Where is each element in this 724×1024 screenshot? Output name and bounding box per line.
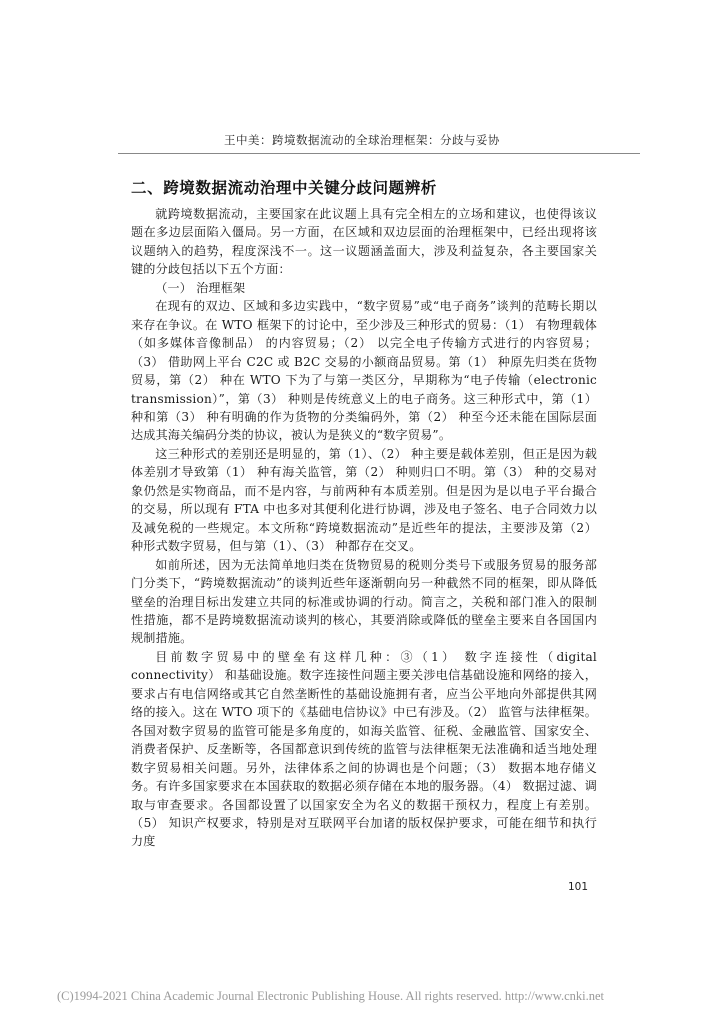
paragraph-as-mentioned: 如前所述，因为无法简单地归类在货物贸易的税则分类号下或服务贸易的服务部门分类下，“跨境数据流动”的谈判近些年逐渐朝向另一种截然不同的框架，即从降低壁垒的治理目标出发建立共同的标准或协调的行动。简言之，关税和部门准入的限制性措施，都不是跨境数据流动谈判的核心，其要消除或降低的壁垒主要来自各国国内规制措施。 <box>131 557 597 646</box>
section-heading: 二、跨境数据流动治理中关键分歧问题辨析 <box>131 179 437 197</box>
subsection-heading: （一） 治理框架 <box>155 280 246 295</box>
paragraph-barriers: 目前数字贸易中的壁垒有这样几种：③（1） 数字连接性（digital connectivity） 和基础设施。数字连接性问题主要关涉电信基础设施和网络的接入，要求占有电信网络或其它自然垄断性的基础设施拥有者，应当公平地向外部提供其网络的接入。这在 WTO 项下的《基础电信协议》中已有涉及。（2） 监管与法律框架。各国对数字贸易的监管可能是多角度的，如海关监管、征税、金融监管、国家安全、消费者保护、反垄断等，各国都意识到传统的监管与法律框架无法准确和适当地处理数字贸易相关问题。另外，法律体系之间的协调也是个问题；（3） 数据本地存储义务。有许多国家要求在本国获取的数据必须存储在本地的服务器。（4） 数据过滤、调取与审查要求。各国都设置了以国家安全为名义的数据干预权力，程度上有差别。（5） 知识产权要求，特别是对互联网平台加诸的版权保护要求，可能在细节和执行力度 <box>131 649 597 849</box>
footer-copyright: (C)1994-2021 China Academic Journal Electronic Publishing House. All rights reserved. http://www.cnki.net <box>56 989 604 1003</box>
header-rule <box>118 153 640 154</box>
paragraph-differences: 这三种形式的差别还是明显的，第（1）、（2） 种主要是载体差别，但正是因为载体差别才导致第（1） 种有海关监管，第（2） 种则归口不明。第（3） 种的交易对象仍然是实物商品，而不是内容，与前两种有本质差别。但是因为是以电子平台撮合的交易，所以现有 FTA 中也多对其便利化进行协调，涉及电子签名、电子合同效力以及减免税的一些规定。本文所称“跨境数据流动”是近些年的提法，主要涉及第（2） 种形式数字贸易，但与第（1）、（3） 种都存在交叉。 <box>131 446 597 554</box>
page-number: 101 <box>568 881 589 893</box>
running-header: 王中美：跨境数据流动的全球治理框架：分歧与妥协 <box>224 133 500 147</box>
paragraph-intro: 就跨境数据流动，主要国家在此议题上具有完全相左的立场和建议，也使得该议题在多边层面陷入僵局。另一方面，在区域和双边层面的治理框架中，已经出现将该议题纳入的趋势，程度深浅不一。这一议题涵盖面大，涉及利益复杂，各主要国家关键的分歧包括以下五个方面： <box>131 207 597 277</box>
paragraph-framework: 在现有的双边、区域和多边实践中，“数字贸易”或“电子商务”谈判的范畴长期以来存在争议。在 WTO 框架下的讨论中，至少涉及三种形式的贸易：（1） 有物理载体（如多媒体音像制品） 的内容贸易；（2） 以完全电子传输方式进行的内容贸易；（3） 借助网上平台 C2C 或 B2C 交易的小额商品贸易。第（1） 种原先归类在货物贸易，第（2） 种在 WTO 下为了与第一类区分，早期称为“电子传输（electronic transmission）”，第（3） 种则是传统意义上的电子商务。这三种形式中，第（1） 种和第（3） 种有明确的作为货物的分类编码外，第（2） 种至今还未能在国际层面达成其海关编码分类的协议，被认为是狭义的“数字贸易”。 <box>131 299 597 443</box>
body-text <box>131 205 597 851</box>
